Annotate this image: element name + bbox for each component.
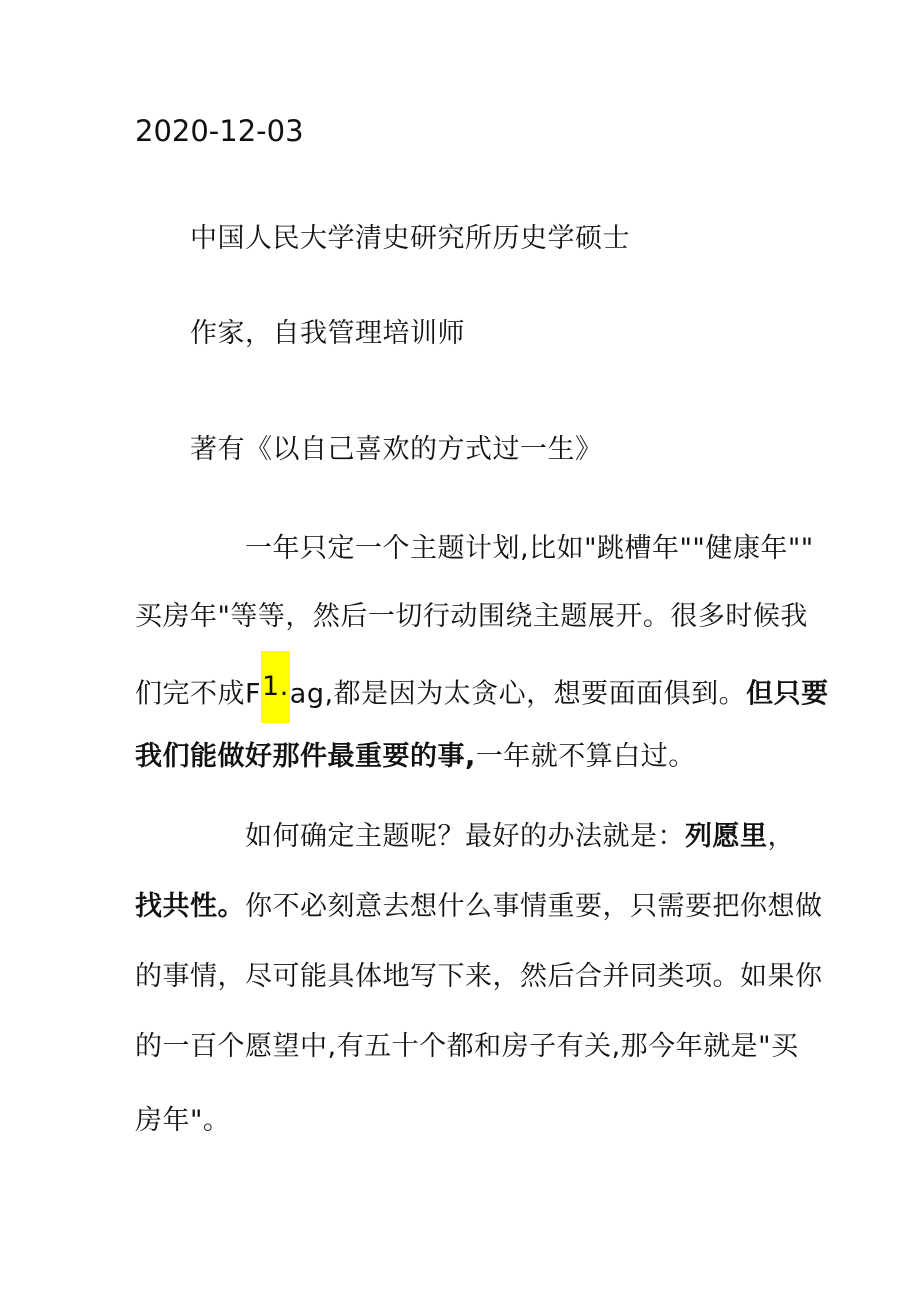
author-bio-education: 中国人民大学清史研究所历史学硕士	[190, 223, 630, 254]
date-heading: 2020-12-03	[135, 114, 304, 148]
para2-line5: 房年"。	[135, 1105, 231, 1136]
author-bio-book: 著有《以自己喜欢的方式过一生》	[190, 434, 603, 465]
para2-line2-bold: 找共性。	[135, 891, 245, 922]
para1-line3-text: 们完不成F	[135, 678, 262, 710]
para1-line4-bold: 我们能做好那件最重要的事,	[135, 741, 476, 772]
para2-line1-text: 如何确定主题呢？最好的办法就是：	[245, 821, 685, 852]
author-bio-profession: 作家，自我管理培训师	[190, 318, 465, 349]
para1-line3-bold: 但只要	[746, 678, 829, 710]
para2-line1-bold: 列愿里	[685, 821, 768, 852]
para2-line4: 的一百个愿望中,有五十个都和房子有关,那今年就是"买	[135, 1031, 799, 1062]
para2-line2-text: 你不必刻意去想什么事情重要，只需要把你想做	[245, 891, 823, 922]
para1-line4	[135, 737, 785, 777]
para2-line2	[135, 887, 823, 927]
para1-line3	[135, 667, 829, 710]
para1-line2: 买房年"等等，然后一切行动围绕主题展开。很多时候我	[135, 601, 808, 632]
para1-line1: 一年只定一个主题计划,比如"跳槽年""健康年""	[245, 533, 814, 564]
highlighted-text: 1.	[261, 651, 290, 723]
para2-line3: 的事情，尽可能具体地写下来，然后合并同类项。如果你	[135, 961, 823, 992]
para2-line1	[245, 817, 795, 857]
para2-line1-punct: ，	[767, 821, 795, 852]
para1-line3-text-mid: ag,都是因为太贪心，想要面面俱到。	[289, 678, 747, 710]
para1-line4-text: 一年就不算白过。	[475, 741, 696, 772]
